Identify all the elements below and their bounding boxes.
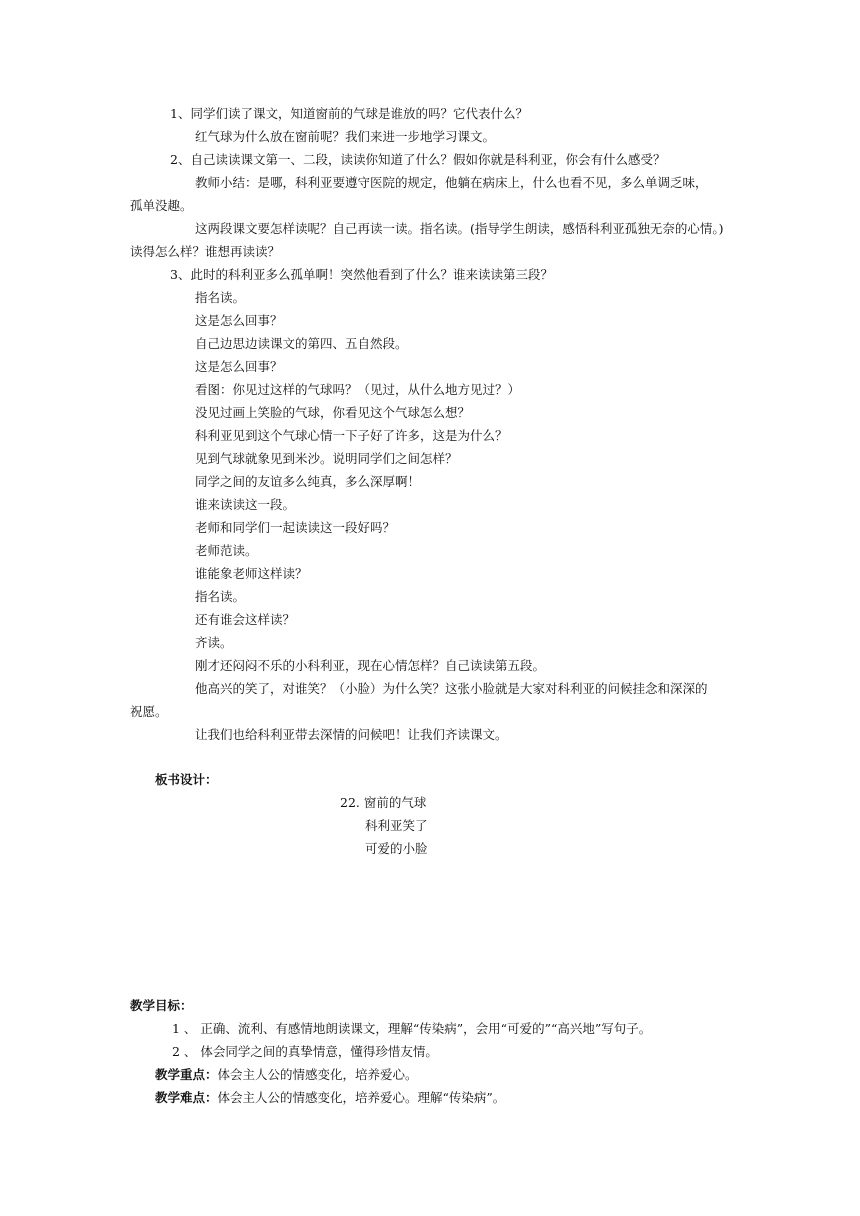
paragraph-line: 老师范读。 [195, 543, 258, 558]
key-point-label: 教学重点： [155, 1067, 218, 1082]
difficult-point [155, 1088, 505, 1108]
question-1: 1、同学们读了课文，知道窗前的气球是谁放的吗？它代表什么？ [170, 106, 528, 121]
paragraph-line: 指名读。 [195, 290, 246, 305]
paragraph-line: 读得怎么样？谁想再读读？ [130, 244, 281, 259]
paragraph-line: 刚才还闷闷不乐的小科利亚，现在心情怎样？自己读读第五段。 [195, 658, 546, 673]
paragraph-line: 谁来读读这一段。 [195, 497, 296, 512]
difficult-point-label: 教学难点： [155, 1090, 218, 1105]
paragraph-line: 这是怎么回事？ [195, 313, 283, 328]
paragraph-line: 见到气球就象见到米沙。说明同学们之间怎样？ [195, 451, 458, 466]
question-2: 2、自己读读课文第一、二段，读读你知道了什么？假如你就是科利亚，你会有什么感受？ [170, 152, 666, 167]
paragraph-line: 自己边思边读课文的第四、五自然段。 [195, 336, 408, 351]
board-title: 22. 窗前的气球 [340, 795, 427, 810]
teacher-summary: 教师小结：是哪，科利亚要遵守医院的规定，他躺在病床上，什么也看不见，多么单调乏味， [195, 175, 708, 190]
paragraph-line: 指名读。 [195, 589, 246, 604]
paragraph-line: 看图：你见过这样的气球吗？（见过，从什么地方见过？） [195, 382, 521, 397]
board-line: 可爱的小脸 [365, 841, 428, 856]
key-point [155, 1065, 418, 1085]
paragraph-line: 老师和同学们一起读读这一段好吗？ [195, 520, 396, 535]
paragraph-line: 这两段课文要怎样读呢？自己再读一读。指名读。(指导学生朗读，感悟科利亚孤独无奈的心情。) [195, 221, 724, 236]
board-design-heading: 板书设计： [155, 772, 218, 787]
goal-item-2: 2 、 体会同学之间的真挚情意，懂得珍惜友情。 [172, 1044, 438, 1059]
key-point-text: 体会主人公的情感变化，培养爱心。 [217, 1067, 418, 1082]
paragraph-line: 这是怎么回事？ [195, 359, 283, 374]
difficult-point-text: 体会主人公的情感变化，培养爱心。理解“传染病”。 [217, 1090, 506, 1105]
goals-heading: 教学目标： [130, 998, 193, 1013]
question-3: 3、此时的科利亚多么孤单啊！突然他看到了什么？谁来读读第三段？ [170, 267, 553, 282]
paragraph-line: 谁能象老师这样读？ [195, 566, 308, 581]
paragraph-line: 科利亚见到这个气球心情一下子好了许多，这是为什么？ [195, 428, 508, 443]
paragraph-line: 齐读。 [195, 635, 233, 650]
paragraph-line: 还有谁会这样读？ [195, 612, 296, 627]
paragraph-line: 他高兴的笑了，对谁笑？（小脸）为什么笑？这张小脸就是大家对科利亚的问候挂念和深深的 [195, 681, 708, 696]
goal-item-1: 1 、 正确、流利、有感情地朗读课文，理解“传染病”，会用“可爱的”“高兴地”写句子。 [172, 1021, 652, 1036]
board-line: 科利亚笑了 [365, 818, 428, 833]
paragraph-line: 没见过画上笑脸的气球，你看见这个气球怎么想？ [195, 405, 471, 420]
paragraph-line: 红气球为什么放在窗前呢？我们来进一步地学习课文。 [195, 129, 496, 144]
paragraph-line: 让我们也给科利亚带去深情的问候吧！让我们齐读课文。 [195, 727, 508, 742]
paragraph-line: 孤单没趣。 [130, 198, 193, 213]
paragraph-line: 同学之间的友谊多么纯真，多么深厚啊！ [195, 474, 421, 489]
paragraph-line: 祝愿。 [130, 704, 168, 719]
